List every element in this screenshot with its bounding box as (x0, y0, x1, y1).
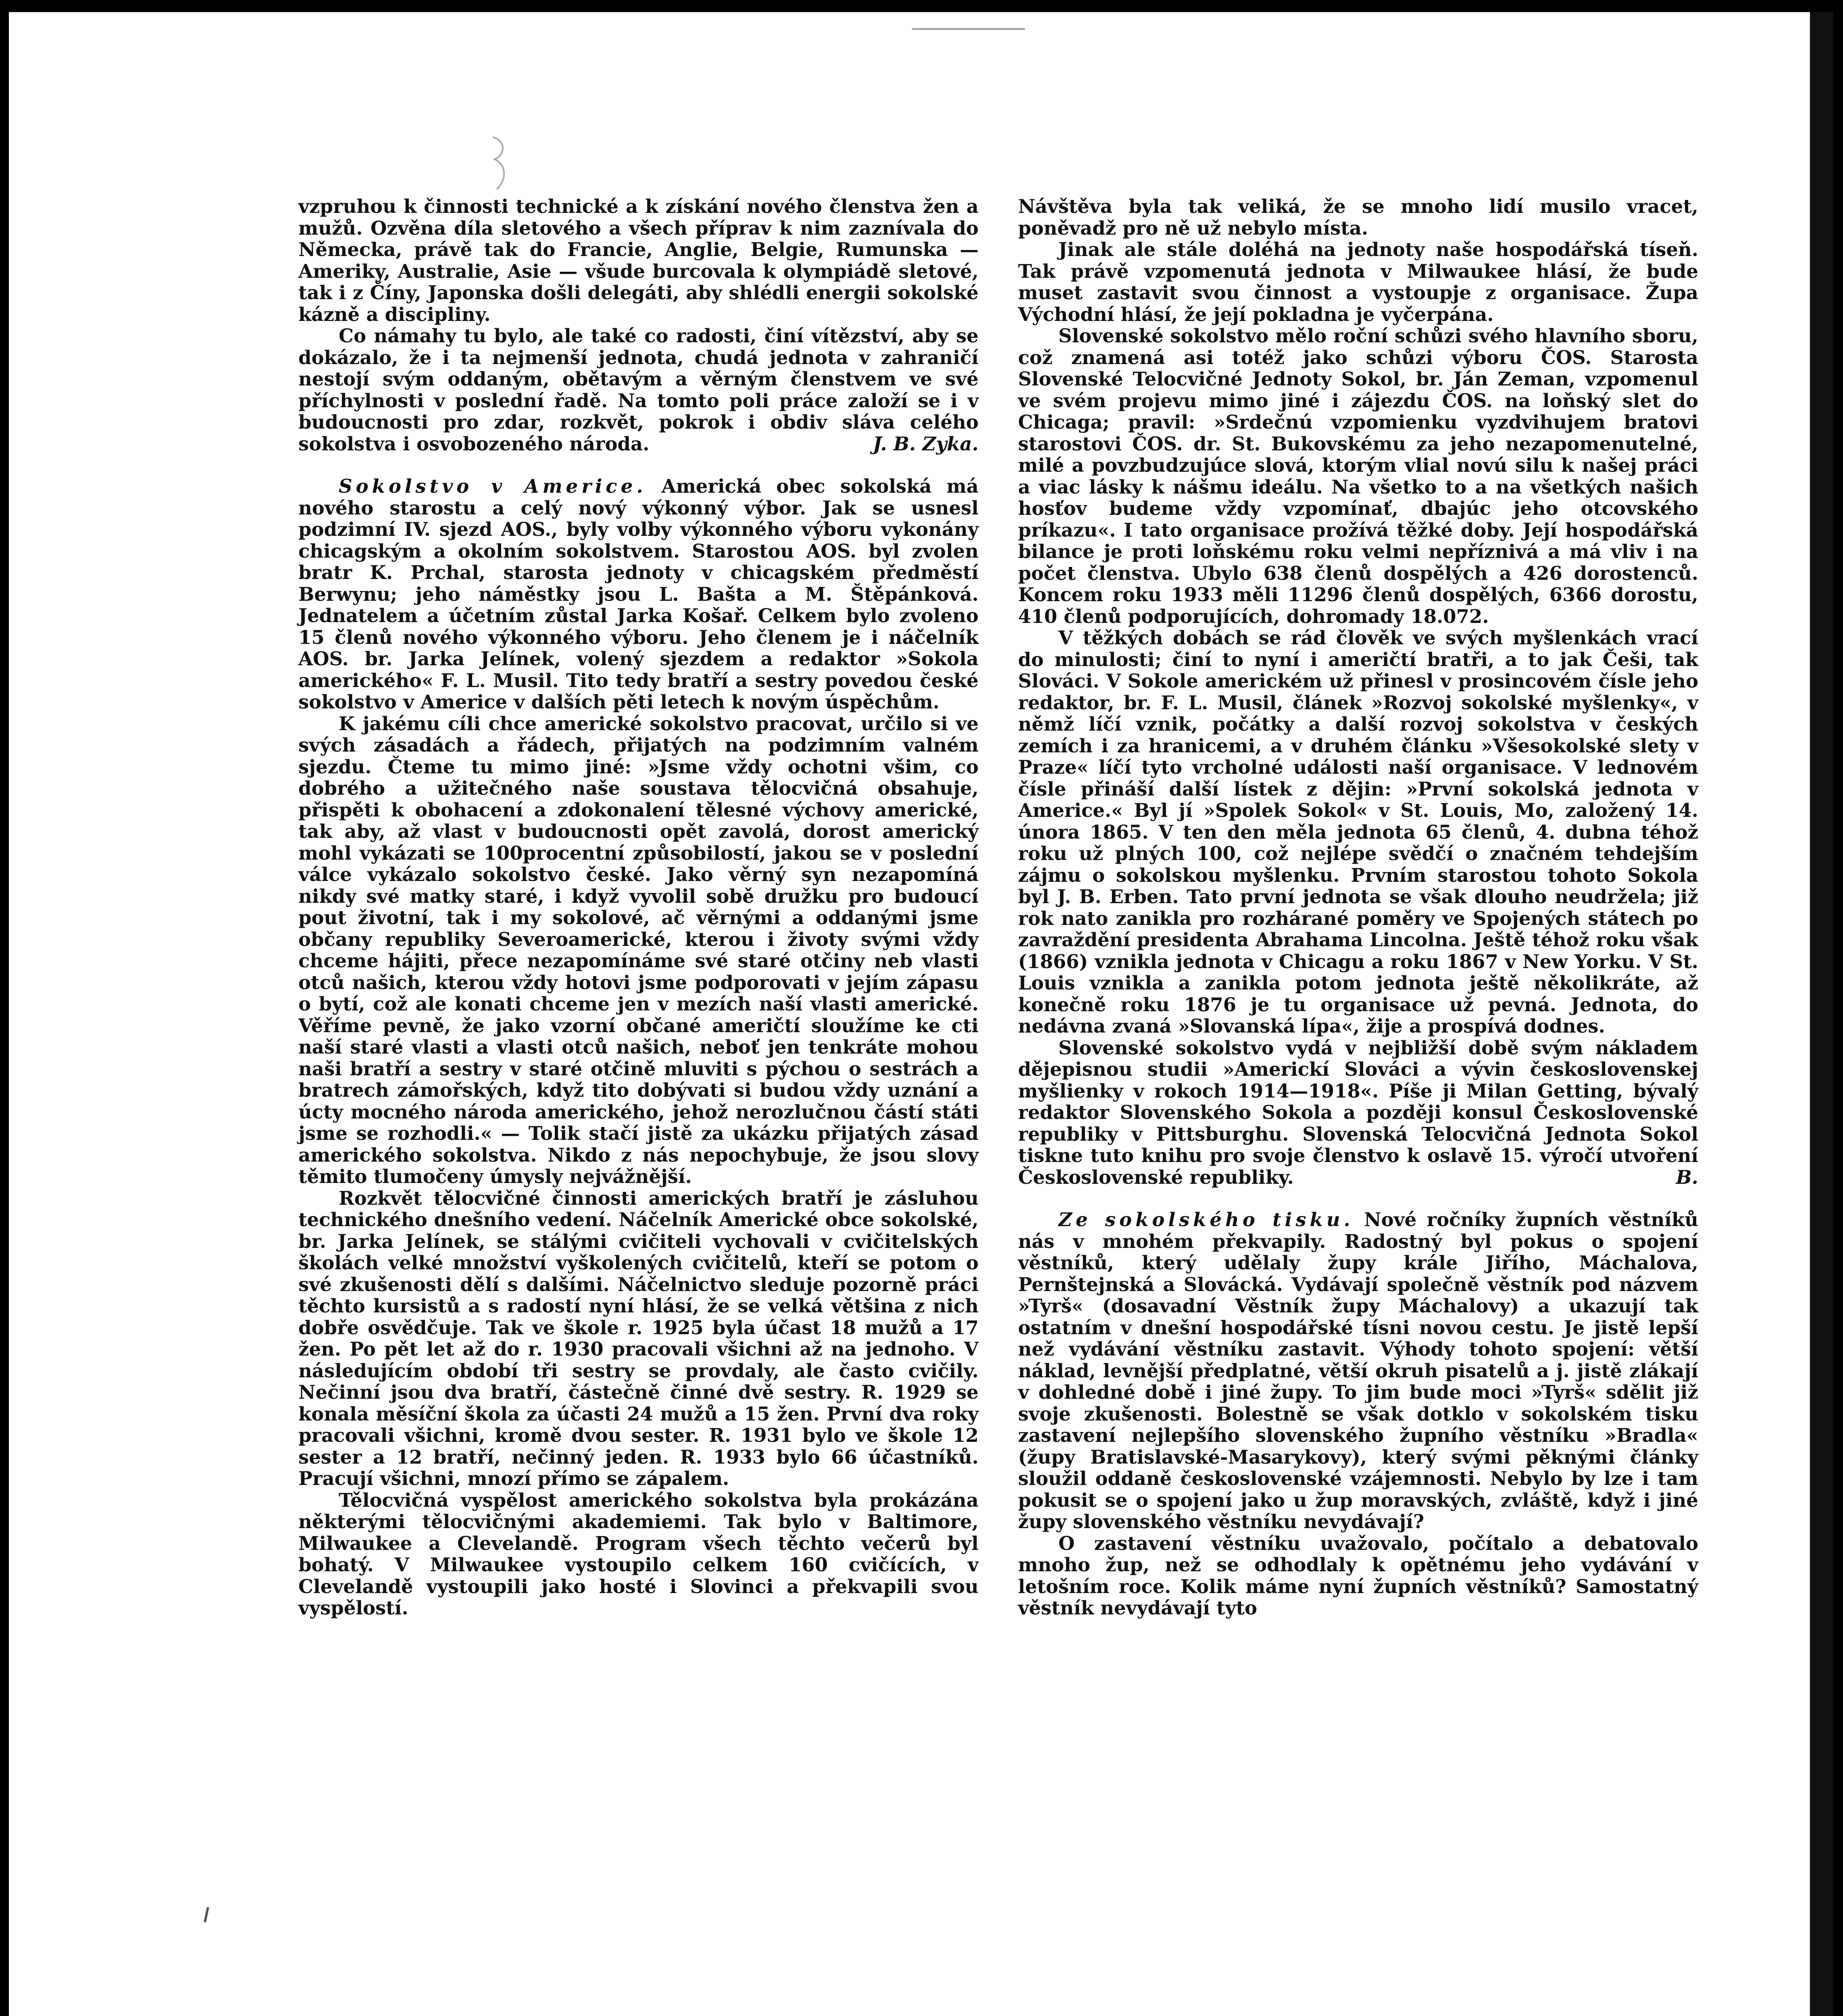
scan-edge-strip (1810, 12, 1833, 2016)
left-paragraph-3 (298, 475, 979, 713)
left-paragraph-4: K jakému cíli chce americké sokolstvo pracovat, určilo si ve svých zásadách a řádech, přijatých na podzimním valném sjezdu. Čteme tu mimo jiné: »Jsme vždy ochotni všim, co dobrého a užitečného naše soustava tělocvičná obsahuje, přispěti k obohacení a zdokonalení tělesné výchovy americké, tak aby, až vlast v budoucnosti opět zavolá, dorost americký mohl vykázati se 100procentní způsobilostí, jakou se v poslední válce vykázalo sokolstvo české. Jako věrný syn nezapomíná nikdy své matky staré, i když vyvolil sobě družku pro budoucí pout životní, tak i my sokolové, ač věrnými a oddanými jsme občany republiky Severoamerické, kterou i životy svými vždy chceme hájiti, přece nezapomínáme své staré otčiny neb vlasti otců našich, kterou vždy hotovi jsme podporovati v jejím zápasu o bytí, což ale konati chceme jen v mezích naší vlasti americké. Věříme pevně, že jako vzorní občané američtí sloužíme ke cti naší staré vlasti a vlasti otců našich, neboť jen tenkráte mohou naši bratří a sestry v staré otčině mluviti s pýchou o sestrách a bratrech zámořských, když tito dobývati si budou vždy uznání a úcty mocného národa amerického, jehož nerozlučnou částí státi jsme se rozhodli.« — Tolik stačí jistě za ukázku přijatých zásad amerického sokolstva. Nikdo z nás nepochybuje, že jsou slovy těmito tlumočeny úmysly nejvážnější. (298, 712, 979, 1187)
section-heading-sokolstvo-v-americe: Sokolstvo v Americe. (339, 475, 647, 497)
right-paragraph-6 (1018, 1209, 1698, 1533)
pencil-mark-icon (485, 133, 513, 194)
signature-zyka: J. B. Zyka. (873, 432, 979, 455)
section-heading-ze-sokolskeho-tisku: Ze sokolského tisku. (1058, 1208, 1354, 1231)
scanned-page (9, 12, 1833, 2016)
right-paragraph-6-text: Nové ročníky župních věstníků nás v mnohém překvapily. Radostný byl pokus o spojení věstníků, který udělaly župy krále Jiřího, Máchalova, Pernštejnská a Slovácká. Vydávají společně věstník pod názvem »Tyrš« (dosavadní Věstník župy Máchalovy) a ukazují tak ostatním v dnešní hospodářské tísni novou cestu. Je jistě lepší než vydávání věstníku zastavit. Výhody tohoto spojení: větší náklad, levnější předplatné, větší okruh pisatelů a j. jistě zlákají v dohledné době i jiné župy. To jim bude moci »Tyrš« sdělit již svoje zkušenosti. Bolestně se však dotklo v sokolském tisku zastavení nejlepšího slovenského župního věstníku »Bradla« (župy Bratislavské-Masarykovy), který svými pěknými články sloužil oddaně československé vzájemnosti. Nebylo by lze i tam pokusit se o spojení jako u žup moravských, zvláště, když i jiné župy slovenského věstníku nevydávají? (1018, 1208, 1699, 1533)
margin-tick-mark (204, 1907, 209, 1922)
left-paragraph-3-text: Americká obec sokolská má nového starostu a celý nový výkonný výbor. Jak se usnesl podzimní IV. sjezd AOS., byly volby výkonného výboru vykonány chicagským a okolním sokolstvem. Starostou AOS. byl zvolen bratr K. Prchal, starosta jednoty v chicagském předměstí Berwynu; jeho náměstky jsou L. Bašta a M. Štěpánková. Jednatelem a účetním zůstal Jarka Košař. Celkem bylo zvoleno 15 členů nového výkonného výboru. Jeho členem je i náčelník AOS. br. Jarka Jelínek, volený sjezdem a redaktor »Sokola amerického« F. L. Musil. Tito tedy bratří a sestry povedou české sokolstvo v Americe v dalších pěti letech k novým úspěchům. (298, 475, 979, 713)
right-paragraph-2: Jinak ale stále doléhá na jednoty naše hospodářská tíseň. Tak právě vzpomenutá jednota v Milwaukee hlásí, že bude muset zastavit svou činnost a vystoupje z organisace. Župa Východní hlásí, že její pokladna je vyčerpána. (1018, 238, 1698, 325)
top-edge-rule (912, 28, 1025, 30)
right-paragraph-4: V těžkých dobách se rád člověk ve svých myšlenkách vrací do minulosti; činí to nyní i američtí bratři, a to jak Češi, tak Slováci. V Sokole americkém už přinesl v prosincovém čísle jeho redaktor, br. F. L. Musil, článek »Rozvoj sokolské myšlenky«, v němž líčí vznik, počátky a další rozvoj sokolstva v českých zemích i za hranicemi, a v druhém článku »Všesokolské slety v Praze« líčí tyto vrcholné události naší organisace. V lednovém čísle přináší další lístek z dějin: »První sokolská jednota v Americe.« Byl jí »Spolek Sokol« v St. Louis, Mo, založený 14. února 1865. V ten den měla jednota 65 členů, 4. dubna téhož roku už plných 100, což nejlépe svědčí o značném tehdejším zájmu o sokolskou myšlenku. Prvním starostou tohoto Sokola byl J. B. Erben. Tato první jednota se však dlouho neudržela; již rok nato zanikla pro rozhárané poměry ve Spojených státech po zavraždění presidenta Abrahama Lincolna. Ještě téhož roku však (1866) vznikla jednota v Chicagu a roku 1867 v New Yorku. V St. Louis vznikla a zanikla potom jednota ještě několikráte, až konečně roku 1876 je tu organisace už pevná. Jednota, do nedávna zvaná »Slovanská lípa«, žije a prospívá dodnes. (1018, 627, 1698, 1037)
right-paragraph-5 (1018, 1037, 1698, 1188)
left-paragraph-1: vzpruhou k činnosti technické a k získání nového členstva žen a mužů. Ozvěna díla sletového a všech příprav k nim zaznívala do Německa, právě tak do Francie, Anglie, Belgie, Rumunska — Ameriky, Australie, Asie — všude burcovala k olympiádě sletové, tak i z Číny, Japonska došli delegáti, aby shlédli energii sokolské kázně a discipliny. (298, 195, 979, 325)
left-paragraph-2-text: Co námahy tu bylo, ale také co radosti, činí vítězství, aby se dokázalo, že i ta nejmenší jednota, chudá jednota v zahraničí nestojí svým oddaným, obětavým a věrným členstvem ve své příchylnosti v poslední řadě. Na tomto poli práce založí se i v budoucnosti pro zdar, rozkvět, pokrok i obdiv sláva celého sokolstva i osvobozeného národa. (298, 325, 979, 455)
left-paragraph-5: Rozkvět tělocvičné činnosti amerických bratří je zásluhou technického dnešního vedení. Náčelník Americké obce sokolské, br. Jarka Jelínek, se stálými cvičiteli vychovali v cvičitelských školách velké množství vyškolených cvičitelů, kteří se potom o své zkušenosti dělí s dalšími. Náčelnictvo sleduje pozorně práci těchto kursistů a s radostí nyní hlásí, že se velká většina z nich dobře osvědčuje. Tak ve škole r. 1925 byla účast 18 mužů a 17 žen. Po pět let až do r. 1930 pracovali všichni až na jednoho. V následujícím období tři sestry se provdaly, ale často cvičily. Nečinní jsou dva bratří, částečně činné dvě sestry. R. 1929 se konala měsíční škola za účasti 24 mužů a 15 žen. První dva roky pracovali všichni, kromě dvou sester. R. 1931 bylo ve škole 12 sester a 12 bratří, nečinný jeden. R. 1933 bylo 66 účastníků. Pracují všichni, mnozí přímo se zápalem. (298, 1187, 979, 1489)
right-column (1018, 196, 1698, 1619)
right-paragraph-1: Návštěva byla tak veliká, že se mnoho lidí musilo vracet, poněvadž pro ně už nebylo místa. (1018, 195, 1698, 239)
right-paragraph-5-text: Slovenské sokolstvo vydá v nejbližší době svým nákladem dějepisnou studii »Americkí Slováci a vývin československej myšlienky v rokoch 1914—1918«. Píše ji Milan Getting, bývalý redaktor Slovenského Sokola a později konsul Československé republiky v Pittsburghu. Slovenská Telocvičná Jednota Sokol tiskne tuto knihu pro svoje členstvo k oslavě 15. výročí utvoření Československé republiky. (1018, 1036, 1698, 1188)
right-paragraph-7: O zastavení věstníku uvažovalo, počítalo a debatovalo mnoho žup, než se odhodlaly k opětnému jeho vydávání v letošním roce. Kolik máme nyní župních věstníků? Samostatný věstník nevydávají tyto (1018, 1532, 1698, 1619)
left-column (298, 196, 979, 1619)
left-paragraph-6: Tělocvičná vyspělost amerického sokolstva byla prokázána některými tělocvičnými akademiemi. Tak bylo v Baltimore, Milwaukee a Clevelandě. Program všech těchto večerů byl bohatý. V Milwaukee vystoupilo celkem 160 cvičících, v Clevelandě vystoupili jako hosté i Slovinci a překvapili svou vyspělostí. (298, 1489, 979, 1619)
signature-b: B. (1676, 1166, 1698, 1188)
right-paragraph-3: Slovenské sokolstvo mělo roční schůzi svého hlavního sboru, což znamená asi totéž jako schůzi výboru ČOS. Starosta Slovenské Telocvičné Jednoty Sokol, br. Ján Zeman, vzpomenul ve svém projevu mimo jiné i zájezdu ČOS. na loňský slet do Chicaga; pravil: »Srdečnú vzpomienku vyzdvihujem bratovi starostovi ČOS. dr. St. Bukovskému za jeho nezapomenutelné, milé a povzbudzujúce slová, ktorým vlial novú silu k našej práci a viac lásky k nášmu ideálu. Na všetko to a na všetkých našich hosťov budeme vždy vzpomínať, dbajúc jeho otcovského príkazu«. I tato organisace prožívá těžké doby. Její hospodářská bilance je proti loňskému roku velmi nepříznivá a má vliv i na počet členstva. Ubylo 638 členů dospělých a 426 dorostenců. Koncem roku 1933 měli 11296 členů dospělých, 6366 dorostu, 410 členů podporujících, dohromady 18.072. (1018, 325, 1698, 627)
left-paragraph-2 (298, 325, 979, 454)
